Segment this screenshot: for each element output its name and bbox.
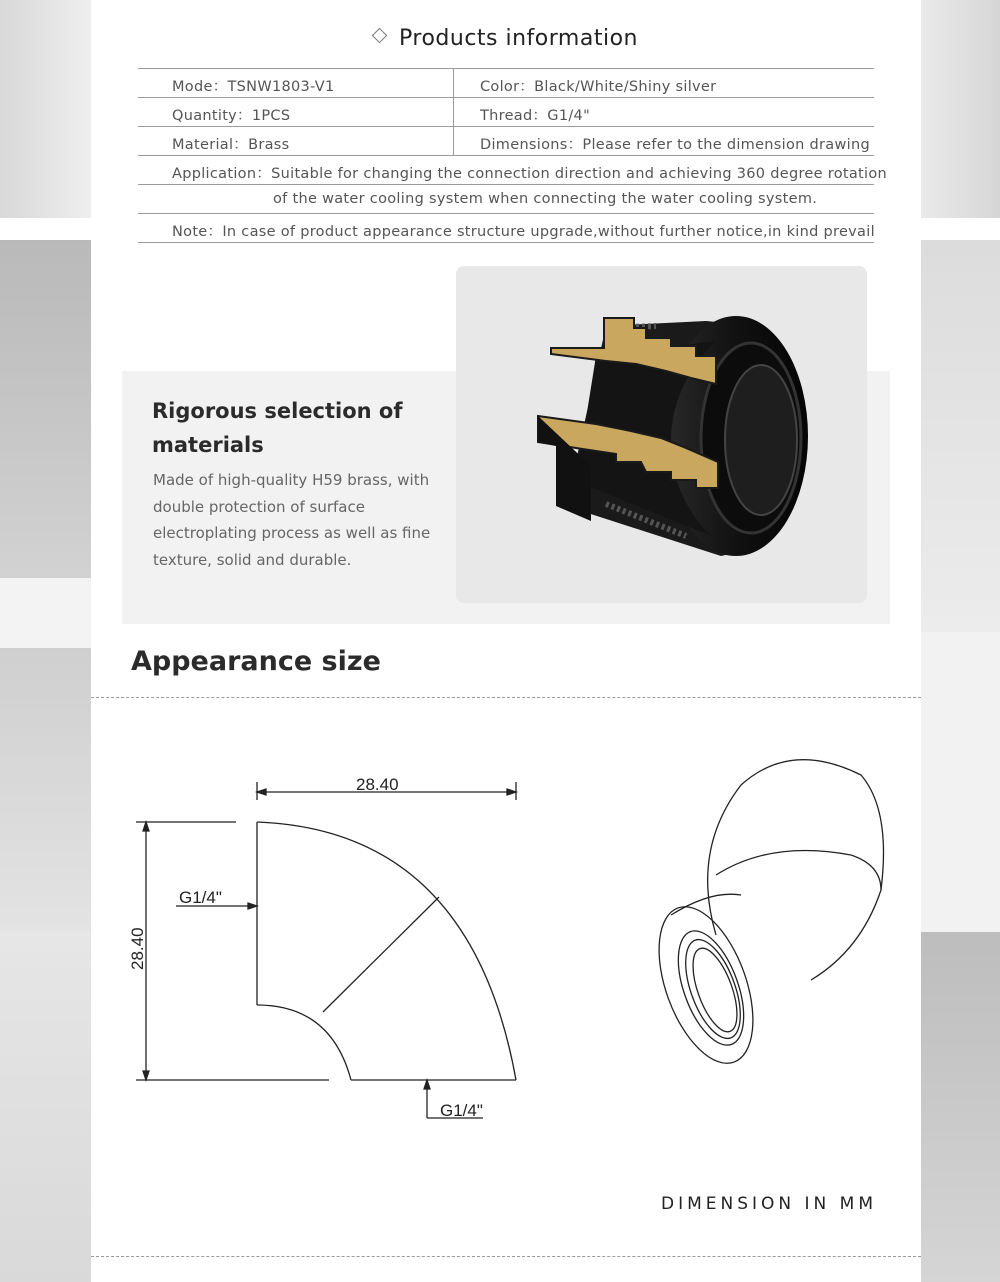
thread-bottom-label: G1/4" — [440, 1101, 483, 1120]
application-row-continued — [138, 185, 874, 214]
application-text-2: of the water cooling system when connecting the water cooling system. — [273, 191, 818, 207]
content-panel — [91, 0, 921, 1282]
fitting-cutaway-image — [456, 266, 867, 603]
application-row — [138, 156, 888, 185]
note-row — [138, 214, 874, 243]
info-row — [138, 127, 874, 156]
note-text: Note：In case of product appearance structure upgrade,without further notice,in kind prevail — [172, 224, 875, 240]
products-info-table — [138, 68, 888, 243]
thread-value: Thread：G1/4" — [480, 108, 591, 124]
dimension-unit-note: DIMENSION IN MM — [661, 1194, 878, 1214]
thread-top-label: G1/4" — [179, 888, 222, 907]
left-background — [0, 0, 91, 1282]
quantity-value: Quantity：1PCS — [172, 108, 291, 124]
mode-value: Mode：TSNW1803-V1 — [172, 79, 335, 95]
product-photo — [456, 266, 867, 603]
right-background — [921, 0, 1000, 1282]
dimensions-value: Dimensions：Please refer to the dimension drawing — [480, 137, 870, 153]
info-row — [138, 98, 874, 127]
appearance-size-title: Appearance size — [131, 646, 381, 677]
divider-dashed — [91, 697, 921, 698]
info-row — [138, 69, 874, 98]
material-value: Material：Brass — [172, 137, 290, 153]
divider-dashed-bottom — [91, 1256, 921, 1257]
color-value: Color：Black/White/Shiny silver — [480, 79, 717, 95]
dimension-drawing — [91, 730, 921, 1150]
width-dimension-label: 28.40 — [356, 775, 399, 794]
height-dimension-label: 28.40 — [128, 927, 147, 970]
products-info-title: Products information — [91, 26, 921, 51]
diamond-icon — [372, 28, 388, 44]
feature-description: Made of high-quality H59 brass, with double protection of surface electroplating process as well as fine texture, solid and durable. — [153, 471, 431, 569]
feature-heading: Rigorous selection of materials — [152, 399, 403, 457]
application-text-1: Application：Suitable for changing the connection direction and achieving 360 degree rotation — [172, 166, 888, 182]
